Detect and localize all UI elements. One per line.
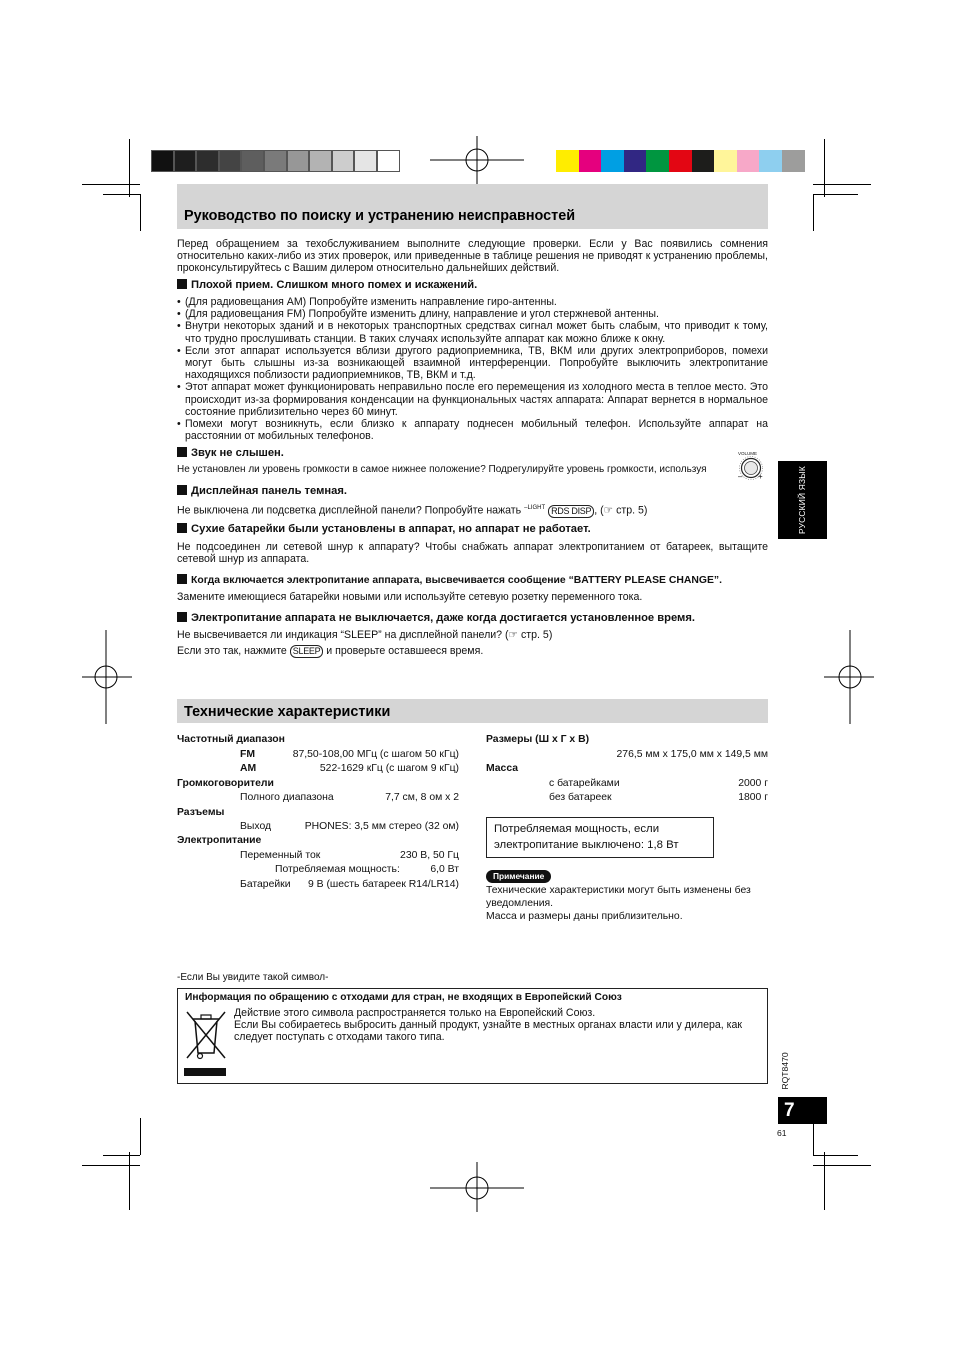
- color-swatch: [782, 150, 805, 172]
- page-number: 61: [777, 1128, 787, 1138]
- battery-change-text: Замените имеющиеся батарейки новыми или используйте сетевую розетку переменного тока.: [177, 591, 643, 603]
- reception-heading: Плохой прием. Слишком много помех и искажений.: [177, 279, 477, 292]
- disposal-box: [177, 988, 768, 1084]
- registration-target-right: [824, 630, 874, 724]
- no-sound-text: Не установлен ли уровень громкости в самое нижнее положение? Подрегулируйте уровень громкости, используя: [177, 464, 707, 475]
- color-swatch: [264, 150, 287, 172]
- language-tab: [778, 461, 827, 539]
- color-swatch: [601, 150, 624, 172]
- square-bullet-icon: [177, 447, 187, 457]
- volume-knob-icon: VOLUME – +: [738, 451, 763, 481]
- reception-tip: • (Для радиовещания FM) Попробуйте изменить длину, направление и угол стержневой антенны.: [177, 308, 768, 320]
- color-swatch: [219, 150, 242, 172]
- troubleshooting-title: Руководство по поиску и устранению неисправностей: [184, 208, 576, 224]
- specs-title: Технические характеристики: [184, 704, 391, 720]
- reception-tip: • Внутри некоторых зданий и в некоторых транспортных средствах сигнал может быть слабым, что приводит к тому, что трудно прослушивать станции. В таких случаях используйте аппарат как можно ближе к окну.: [177, 320, 768, 344]
- color-swatch: [669, 150, 692, 172]
- standby-power-box: Потребляемая мощность, если электропитание выключено: 1,8 Вт: [486, 817, 714, 858]
- batteries-text: Не подсоединен ли сетевой шнур к аппарату? Чтобы снабжать аппарат электропитанием от батареек, вытащите сетевой шнур из аппарата.: [177, 541, 768, 566]
- sleep-heading: Электропитание аппарата не выключается, даже когда достигается установленное время.: [177, 612, 695, 625]
- sleep-button-icon: SLEEP: [290, 645, 324, 658]
- color-swatch: [332, 150, 355, 172]
- reception-tip: • Если этот аппарат используется вблизи другого радиоприемника, ТВ, ВКМ или других электроприборов, помехи могут быть слышны из-за возникающей взаимной интерференции. Попробуйте выключить электропитание находящихся поблизости радиоприемников, ТВ, ВКМ и т.д.: [177, 345, 768, 382]
- reception-tip: • Помехи могут возникнуть, если близко к аппарату поднесен мобильный телефон. Используйте аппарат на расстоянии от мобильных телефонов.: [177, 418, 768, 442]
- color-swatch: [759, 150, 782, 172]
- disposal-text: Действие этого символа распространяется только на Европейский Союз. Если Вы собираетесь выбросить данный продукт, узнайте в местных органах власти или у дилера, как следует поступать с отходами такого типа.: [234, 1007, 743, 1044]
- sleep-text-2: Если это так, нажмите SLEEP и проверьте оставшееся время.: [177, 645, 484, 657]
- note-text: Технические характеристики могут быть изменены без уведомления. Масса и размеры даны приблизительно.: [486, 885, 751, 922]
- dark-display-heading: Дисплейная панель темная.: [177, 485, 347, 498]
- color-swatch: [624, 150, 647, 172]
- language-tab-label: РУССКИЙ ЯЗЫК: [797, 466, 807, 534]
- color-swatch: [579, 150, 602, 172]
- battery-change-heading: Когда включается электропитание аппарата, высвечивается сообщение “BATTERY PLEASE CHANGE”.: [177, 574, 722, 587]
- color-swatch: [174, 150, 197, 172]
- color-swatch: [646, 150, 669, 172]
- color-swatch: [196, 150, 219, 172]
- square-bullet-icon: [177, 279, 187, 289]
- batteries-heading: Сухие батарейки были установлены в аппарат, но аппарат не работает.: [177, 523, 591, 536]
- color-swatch: [309, 150, 332, 172]
- troubleshooting-title-band: [177, 184, 768, 229]
- rds-disp-button-icon: RDS DISP: [548, 505, 594, 518]
- disposal-lead: -Если Вы увидите такой символ-: [177, 972, 329, 983]
- color-swatch: [692, 150, 715, 172]
- registration-target-top: [430, 136, 524, 186]
- color-swatch: [556, 150, 579, 172]
- color-swatch: [714, 150, 737, 172]
- square-bullet-icon: [177, 574, 187, 584]
- note-badge: Примечание: [486, 870, 551, 883]
- color-swatch: [151, 150, 174, 172]
- dark-display-text: Не выключена ли подсветка дисплейной панели? Попробуйте нажать $^{-LIGHT}$ RDS DISP , (☞ стр. 5): [177, 504, 648, 517]
- specs-right-column: Размеры (Ш х Г х В) 276,5 мм х 175,0 мм х 149,5 мм Масса с батарейками 2000 г без батареек 1800 г: [486, 734, 768, 803]
- reception-tips-list: [177, 296, 768, 442]
- reception-tip: • Этот аппарат может функционировать неправильно после его перемещения из холодного места в теплое место. Это происходит из-за формирования конденсации на функциональных частях аппарата: Аппарат вернется в нормальное состояние приблизительно через 60 минут.: [177, 381, 768, 418]
- disposal-title: Информация по обращению с отходами для стран, не входящих в Европейский Союз: [185, 992, 622, 1003]
- color-swatch: [377, 150, 400, 172]
- square-bullet-icon: [177, 485, 187, 495]
- specs-left-column: Частотный диапазон FM 87,50-108,00 МГц (с шагом 50 кГц) AM 522-1629 кГц (с шагом 9 кГц) Громкоговорители Полного диапазона 7,7 см, 8 ом х 2 Разъемы Выход PHONES: 3,5 мм стерео (32 ом) Электропитание Переменный ток 230 В, 50 Гц Потребляемая мощность: 6,0 Вт Батарейки 9 В (шесть батареек R14/LR14): [177, 734, 459, 890]
- registration-target-bottom: [430, 1162, 524, 1212]
- page-reference-icon: ☞: [603, 504, 614, 517]
- troubleshooting-intro: Перед обращением за техобслуживанием выполните следующие проверки. Если у Вас появились сомнения относительно каких-либо из этих проверок, или приведенные в таблице решения не приводят к устранению проблемы, проконсультируйтесь с Вашим дилером относительно дальнейших действий.: [177, 238, 768, 275]
- specs-title-band: [177, 699, 768, 723]
- color-swatch: [241, 150, 264, 172]
- color-swatch: [287, 150, 310, 172]
- page-reference-icon: ☞: [508, 629, 519, 641]
- registration-target-left: [82, 630, 132, 724]
- color-swatch: [354, 150, 377, 172]
- square-bullet-icon: [177, 523, 187, 533]
- crossed-bin-icon: [184, 1008, 228, 1078]
- model-code: RQT8470: [780, 1052, 790, 1090]
- no-sound-heading: Звук не слышен.: [177, 447, 284, 460]
- color-swatch: [737, 150, 760, 172]
- square-bullet-icon: [177, 612, 187, 622]
- section-number-tab: 7: [778, 1097, 827, 1124]
- reception-tip: • (Для радиовещания AM) Попробуйте изменить направление гиро-антенны.: [177, 296, 768, 308]
- sleep-text-1: Не высвечивается ли индикация “SLEEP” на дисплейной панели? (☞ стр. 5): [177, 629, 553, 641]
